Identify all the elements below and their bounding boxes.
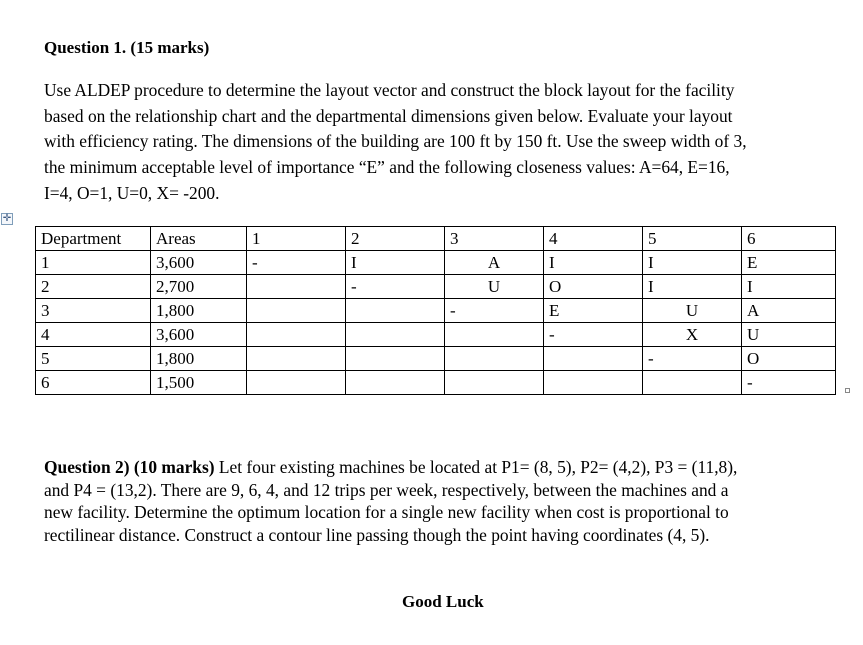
question-1-heading: Question 1. (15 marks): [44, 38, 210, 57]
header-cell: Department: [36, 227, 151, 251]
relationship-cell: I: [544, 251, 643, 275]
relationship-cell: E: [544, 299, 643, 323]
area-cell: 1,800: [151, 299, 247, 323]
header-cell: 5: [643, 227, 742, 251]
relationship-cell: [346, 323, 445, 347]
relationship-cell: I: [346, 251, 445, 275]
area-cell: 3,600: [151, 251, 247, 275]
relationship-cell: A: [742, 299, 836, 323]
relationship-cell: [247, 323, 346, 347]
table-row: [36, 371, 836, 395]
table-row: [36, 275, 836, 299]
question-2-line: rectilinear distance. Construct a contour line passing though the point having coordinates (4, 5).: [44, 524, 710, 545]
area-cell: 3,600: [151, 323, 247, 347]
relationship-cell: [346, 347, 445, 371]
question-1-line: I=4, O=1, U=0, X= -200.: [44, 182, 220, 203]
question-1-line: based on the relationship chart and the departmental dimensions given below. Evaluate your layout: [44, 105, 733, 126]
department-cell: 4: [36, 323, 151, 347]
question-1-text: [44, 78, 844, 207]
relationship-cell: [544, 347, 643, 371]
department-cell: 1: [36, 251, 151, 275]
table-row: [36, 251, 836, 275]
department-cell: 5: [36, 347, 151, 371]
good-luck-closing: Good Luck: [402, 592, 484, 611]
header-cell: 1: [247, 227, 346, 251]
relationship-chart-table: [35, 226, 836, 395]
question-1-line: the minimum acceptable level of importance “E” and the following closeness values: A=64, E=16,: [44, 157, 730, 178]
area-cell: 1,800: [151, 347, 247, 371]
table-resize-handle[interactable]: [845, 388, 850, 393]
relationship-cell: -: [445, 299, 544, 323]
question-2-line-text: Let four existing machines be located at P1= (8, 5), P2= (4,2), P3 = (11,8),: [214, 457, 738, 477]
relationship-cell: [544, 371, 643, 395]
header-cell: Areas: [151, 227, 247, 251]
question-1-line: Use ALDEP procedure to determine the layout vector and construct the block layout for the facility: [44, 80, 735, 100]
relationship-cell: [346, 371, 445, 395]
relationship-cell: [247, 299, 346, 323]
relationship-cell: [445, 323, 544, 347]
header-cell: 2: [346, 227, 445, 251]
relationship-cell: [247, 347, 346, 371]
relationship-cell: U: [643, 299, 742, 323]
header-cell: 6: [742, 227, 836, 251]
relationship-cell: [247, 371, 346, 395]
table-move-handle-icon[interactable]: ✛: [2, 213, 12, 224]
department-cell: 6: [36, 371, 151, 395]
relationship-cell: -: [742, 371, 836, 395]
relationship-cell: U: [742, 323, 836, 347]
relationship-cell: -: [643, 347, 742, 371]
relationship-cell: [643, 371, 742, 395]
question-2-line: and P4 = (13,2). There are 9, 6, 4, and 12 trips per week, respectively, between the machines and a: [44, 479, 729, 500]
relationship-cell: I: [643, 275, 742, 299]
header-cell: 4: [544, 227, 643, 251]
question-2-heading: Question 2) (10 marks): [44, 457, 215, 477]
question-2-line: [44, 456, 844, 479]
relationship-cell: -: [247, 251, 346, 275]
question-2-text: [44, 456, 844, 546]
area-cell: 2,700: [151, 275, 247, 299]
question-2-line: new facility. Determine the optimum location for a single new facility when cost is proportional to: [44, 502, 729, 522]
department-cell: 2: [36, 275, 151, 299]
department-cell: 3: [36, 299, 151, 323]
relationship-cell: E: [742, 251, 836, 275]
relationship-cell: -: [544, 323, 643, 347]
table-header-row: [36, 227, 836, 251]
relationship-cell: O: [544, 275, 643, 299]
relationship-cell: [247, 275, 346, 299]
relationship-cell: -: [346, 275, 445, 299]
table-row: [36, 347, 836, 371]
area-cell: 1,500: [151, 371, 247, 395]
relationship-cell: [346, 299, 445, 323]
relationship-cell: O: [742, 347, 836, 371]
table-row: [36, 299, 836, 323]
relationship-cell: I: [643, 251, 742, 275]
table-row: [36, 323, 836, 347]
relationship-cell: I: [742, 275, 836, 299]
relationship-cell: U: [445, 275, 544, 299]
question-1-line: with efficiency rating. The dimensions of the building are 100 ft by 150 ft. Use the sweep width of 3,: [44, 131, 747, 152]
header-cell: 3: [445, 227, 544, 251]
relationship-cell: A: [445, 251, 544, 275]
relationship-cell: X: [643, 323, 742, 347]
relationship-cell: [445, 347, 544, 371]
relationship-cell: [445, 371, 544, 395]
